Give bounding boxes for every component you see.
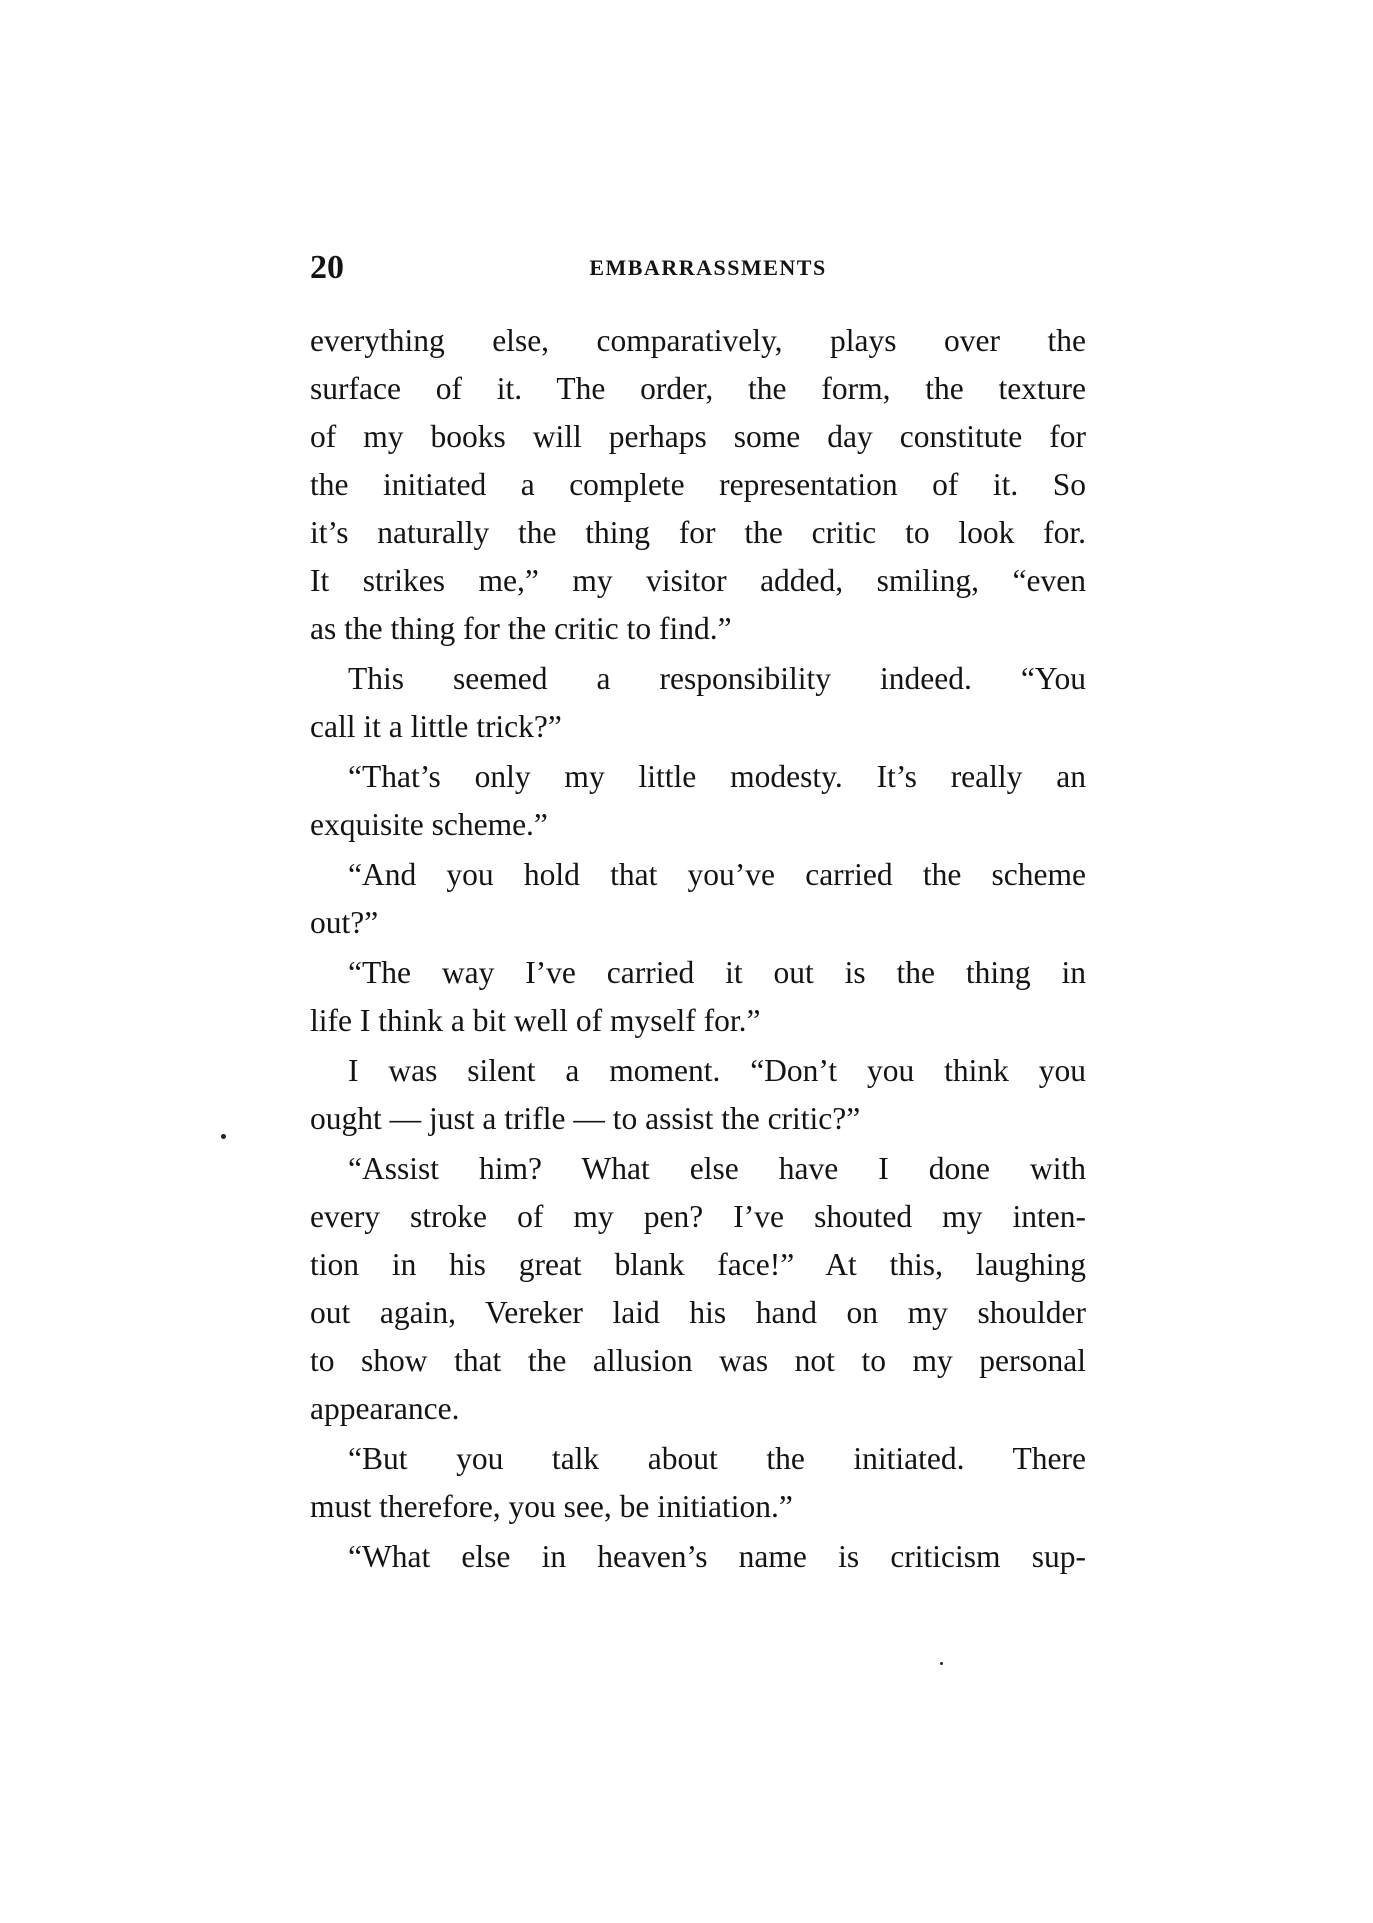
- text-line: “Assist him? What else have I done with: [348, 1151, 1086, 1186]
- text-line: of my books will perhaps some day constitute for: [310, 419, 1086, 454]
- text-line: I was silent a moment. “Don’t you think you: [348, 1053, 1086, 1088]
- text-line: surface of it. The order, the form, the texture: [310, 371, 1086, 406]
- text-line: out again, Vereker laid his hand on my shoulder: [310, 1295, 1086, 1330]
- body-text: [310, 317, 1086, 1581]
- text-line: ought — just a trifle — to assist the critic?”: [310, 1101, 861, 1136]
- page-number: 20: [310, 249, 344, 286]
- running-title: EMBARRASSMENTS: [589, 255, 827, 280]
- text-line: exquisite scheme.”: [310, 807, 548, 842]
- text-line: must therefore, you see, be initiation.”: [310, 1489, 793, 1524]
- text-line: every stroke of my pen? I’ve shouted my inten-: [310, 1199, 1086, 1234]
- text-line: “What else in heaven’s name is criticism sup-: [348, 1539, 1086, 1574]
- ink-speck: [940, 1662, 943, 1665]
- text-line: “But you talk about the initiated. There: [348, 1441, 1086, 1476]
- text-line: tion in his great blank face!” At this, laughing: [310, 1247, 1086, 1282]
- text-line: the initiated a complete representation of it. So: [310, 467, 1086, 502]
- page-header: [310, 243, 1086, 293]
- text-line: call it a little trick?”: [310, 709, 562, 744]
- text-line: it’s naturally the thing for the critic to look for.: [310, 515, 1086, 550]
- text-line: life I think a bit well of myself for.”: [310, 1003, 761, 1038]
- text-line: This seemed a responsibility indeed. “You: [348, 661, 1086, 696]
- ink-speck: [221, 1134, 226, 1139]
- text-line: “That’s only my little modesty. It’s really an: [348, 759, 1086, 794]
- text-line: to show that the allusion was not to my personal: [310, 1343, 1086, 1378]
- text-line: out?”: [310, 905, 379, 940]
- text-line: It strikes me,” my visitor added, smiling, “even: [310, 563, 1086, 598]
- text-line: everything else, comparatively, plays over the: [310, 323, 1086, 358]
- text-line: as the thing for the critic to find.”: [310, 611, 732, 646]
- text-line: “And you hold that you’ve carried the scheme: [348, 857, 1086, 892]
- text-line: appearance.: [310, 1391, 460, 1426]
- text-line: “The way I’ve carried it out is the thing in: [348, 955, 1086, 990]
